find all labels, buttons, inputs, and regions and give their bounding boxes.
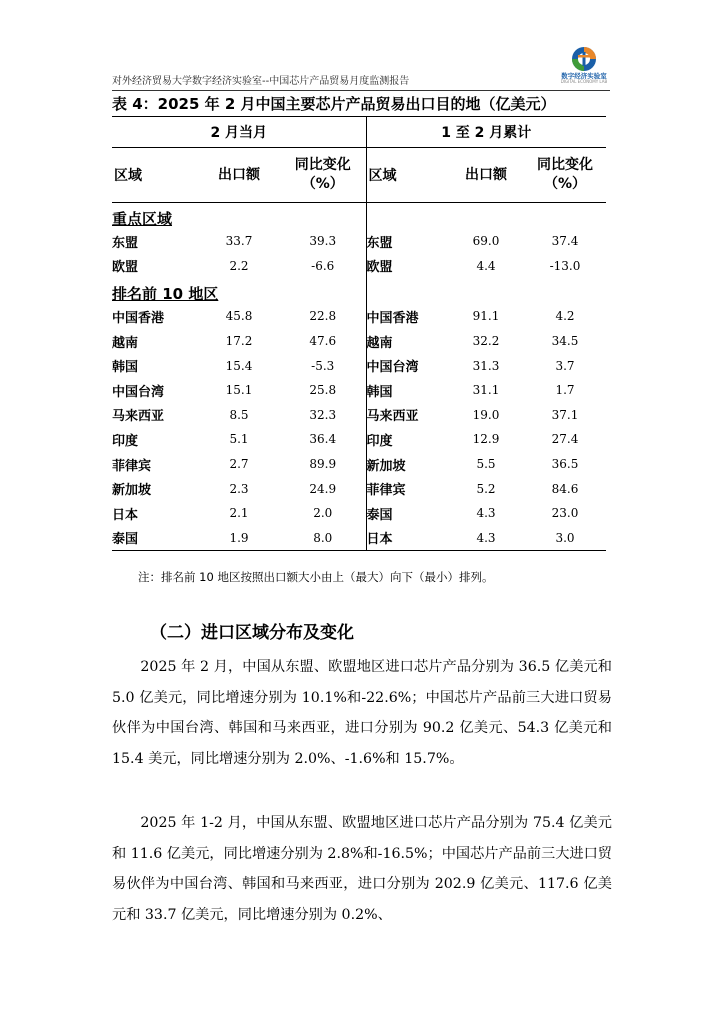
export-value-right: 12.9: [472, 432, 500, 447]
section-top10-spacer: [366, 278, 606, 304]
export-value-right: 31.1: [472, 383, 500, 398]
table-row: [112, 476, 606, 501]
yoy-value-right: 3.7: [555, 358, 575, 373]
region-name-right: 欧盟: [366, 254, 448, 279]
table-row: [112, 329, 606, 354]
export-value-right: 4.3: [476, 506, 496, 521]
table-row: [112, 427, 606, 452]
yoy-value-left: 24.9: [309, 481, 337, 496]
export-value-left: 15.1: [225, 383, 253, 398]
table-row: [112, 526, 606, 551]
yoy-value-right: 37.1: [551, 407, 579, 422]
column-header-row: [112, 148, 606, 203]
lab-logo: [556, 46, 612, 90]
export-value-left: 8.5: [229, 407, 249, 422]
yoy-value-right: -13.0: [549, 258, 581, 273]
region-name-right: 印度: [366, 427, 448, 452]
table-note: 注：排名前 10 地区按照出口额大小由上（最大）向下（最小）排列。: [138, 570, 494, 584]
region-name-left: 韩国: [112, 360, 139, 376]
top10-body: [112, 304, 606, 550]
region-name-right: 韩国: [366, 378, 448, 403]
paragraph-1: 2025 年 2 月，中国从东盟、欧盟地区进口芯片产品分别为 36.5 亿美元和 5.0 亿美元，同比增速分别为 10.1%和-22.6%；中国芯片产品前三大进口贸易伙伴为中国台湾、韩国和马来西亚，进口分别为 90.2 亿美元、54.3 亿美元和 15.4 美元，同比增速分别为 2.0%、-1.6%和 15.7%。: [112, 659, 612, 767]
table-row: [112, 353, 606, 378]
region-name-left: 东盟: [112, 235, 139, 251]
group-header-cumulative: 1 至 2 月累计: [366, 117, 606, 148]
yoy-value-left: 2.0: [313, 506, 333, 521]
section-key-spacer: [366, 203, 606, 230]
table-row: [112, 501, 606, 526]
table-row: [112, 378, 606, 403]
globe-logo-icon: [571, 46, 597, 72]
table-row: [112, 229, 606, 254]
col-yoy-right-line1: 同比变化: [537, 157, 593, 173]
section-row-top10: [112, 278, 606, 304]
section-heading: （二）进口区域分布及变化: [150, 623, 354, 643]
region-name-right: 新加坡: [366, 452, 448, 477]
yoy-value-left: 25.8: [309, 383, 337, 398]
export-value-right: 19.0: [472, 407, 500, 422]
table-row: [112, 254, 606, 279]
yoy-value-right: 3.0: [555, 530, 575, 545]
page-header: 对外经济贸易大学数字经济实验室--中国芯片产品贸易月度监测报告: [112, 76, 610, 91]
paragraph-2: 2025 年 1-2 月，中国从东盟、欧盟地区进口芯片产品分别为 75.4 亿美元和 11.6 亿美元，同比增速分别为 2.8%和-16.5%；中国芯片产品前三大进口贸易伙伴为中国台湾、韩国和马来西亚，进口分别为 202.9 亿美元、117.6 亿美元和 33.7 亿美元，同比增速分别为 0.2%、: [112, 815, 612, 923]
region-name-right: 菲律宾: [366, 476, 448, 501]
yoy-value-right: 36.5: [551, 457, 579, 472]
export-value-right: 5.5: [476, 457, 496, 472]
col-region-left: 区域: [114, 168, 142, 184]
yoy-value-left: 47.6: [309, 334, 337, 349]
export-value-right: 31.3: [472, 358, 500, 373]
region-name-right: 中国台湾: [366, 353, 448, 378]
col-export-left: 出口额: [218, 166, 260, 183]
region-name-left: 马来西亚: [112, 409, 165, 425]
col-yoy-left-line2: （%）: [301, 176, 344, 192]
region-name-left: 菲律宾: [112, 458, 152, 474]
key-regions-body: [112, 229, 606, 278]
col-yoy-left: [280, 148, 366, 203]
yoy-value-right: 84.6: [551, 481, 579, 496]
table-row: [112, 403, 606, 428]
yoy-value-left: 89.9: [309, 457, 337, 472]
region-name-left: 新加坡: [112, 483, 152, 499]
region-name-left: 中国台湾: [112, 384, 165, 400]
export-value-right: 91.1: [472, 309, 500, 324]
col-yoy-right-line2: （%）: [543, 176, 587, 192]
export-value-left: 17.2: [225, 334, 253, 349]
export-value-left: 5.1: [229, 432, 249, 447]
yoy-value-right: 34.5: [551, 334, 579, 349]
export-value-right: 5.2: [476, 481, 496, 496]
col-region-right: 区域: [366, 148, 448, 203]
yoy-value-left: -5.3: [311, 358, 335, 373]
yoy-value-right: 4.2: [555, 309, 575, 324]
export-value-right: 32.2: [472, 334, 500, 349]
table-row: [112, 304, 606, 329]
region-name-right: 中国香港: [366, 304, 448, 329]
table-row: [112, 452, 606, 477]
export-value-left: 1.9: [229, 530, 249, 545]
export-value-left: 2.3: [229, 481, 249, 496]
yoy-value-right: 1.7: [555, 383, 575, 398]
export-value-right: 4.4: [476, 258, 496, 273]
yoy-value-left: 8.0: [313, 530, 333, 545]
export-destination-table: [112, 116, 606, 551]
group-header-row: [112, 117, 606, 148]
yoy-value-left: -6.6: [311, 258, 335, 273]
export-value-left: 2.2: [229, 258, 249, 273]
region-name-right: 马来西亚: [366, 403, 448, 428]
logo-subtitle: DIGITAL ECONOMY LAB: [560, 79, 608, 84]
logo-title: 数字经济实验室: [561, 72, 607, 80]
region-name-left: 泰国: [112, 532, 139, 548]
region-name-left: 越南: [112, 335, 139, 351]
yoy-value-left: 39.3: [309, 234, 337, 249]
yoy-value-right: 27.4: [551, 432, 579, 447]
export-value-left: 2.1: [229, 506, 249, 521]
col-yoy-left-line1: 同比变化: [294, 157, 351, 173]
region-name-left: 欧盟: [112, 260, 139, 276]
region-name-left: 日本: [112, 507, 139, 523]
region-name-right: 泰国: [366, 501, 448, 526]
section-row-key: [112, 203, 606, 230]
group-header-month: 2 月当月: [210, 125, 268, 141]
yoy-value-left: 36.4: [309, 432, 337, 447]
export-value-left: 33.7: [225, 234, 253, 249]
region-name-right: 越南: [366, 329, 448, 354]
yoy-value-left: 22.8: [309, 309, 337, 324]
yoy-value-right: 37.4: [551, 234, 579, 249]
section-key-regions: 重点区域: [112, 210, 173, 228]
export-value-right: 4.3: [476, 530, 496, 545]
export-value-right: 69.0: [472, 234, 500, 249]
export-value-left: 2.7: [229, 457, 249, 472]
export-value-left: 15.4: [225, 358, 253, 373]
section-top10: 排名前 10 地区: [112, 285, 219, 304]
region-name-left: 中国香港: [112, 310, 165, 326]
col-yoy-right: [524, 148, 606, 203]
region-name-right: 东盟: [366, 229, 448, 254]
yoy-value-right: 23.0: [551, 506, 579, 521]
yoy-value-left: 32.3: [309, 407, 337, 422]
region-name-left: 印度: [112, 433, 139, 449]
table-title: 表 4：2025 年 2 月中国主要芯片产品贸易出口目的地（亿美元）: [112, 95, 556, 113]
col-export-right: 出口额: [465, 166, 507, 183]
region-name-right: 日本: [366, 526, 448, 551]
export-value-left: 45.8: [225, 309, 253, 324]
